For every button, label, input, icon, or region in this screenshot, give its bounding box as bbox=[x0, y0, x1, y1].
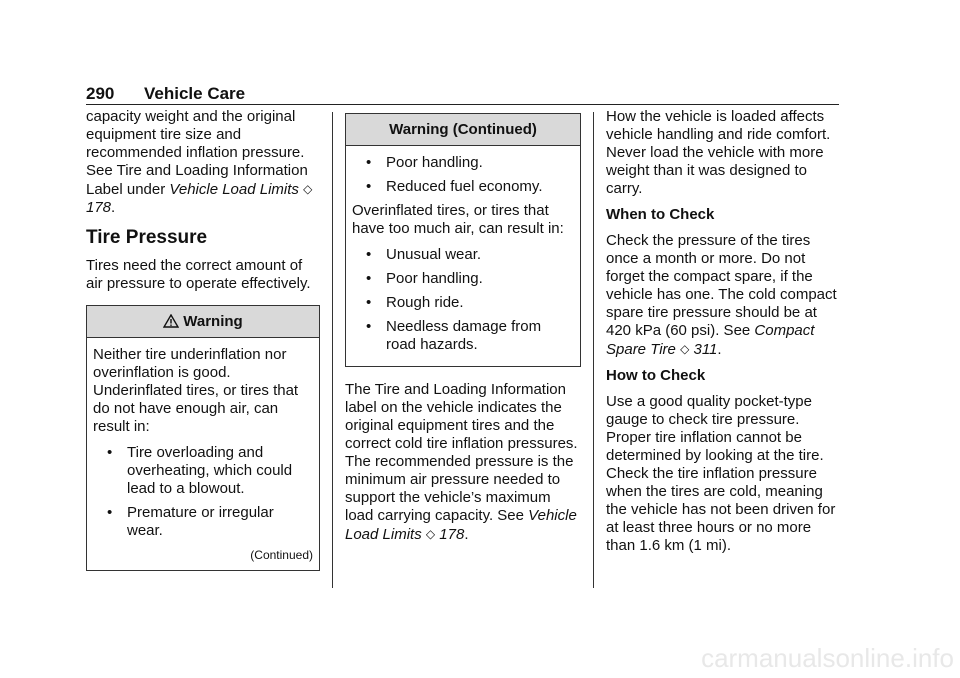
bullet-icon: • bbox=[366, 270, 372, 287]
when-to-check-heading: When to Check bbox=[606, 206, 715, 223]
tire-pressure-paragraph: Tires need the correct amount of air pressure to operate effectively. bbox=[86, 257, 311, 292]
continued-label: (Continued) bbox=[250, 548, 313, 562]
compact-spare-tire-link[interactable]: Compact Spare Tire bbox=[606, 322, 815, 358]
page-ref-number[interactable]: 311 bbox=[693, 341, 718, 358]
list-item: • Reduced fuel economy. bbox=[366, 178, 543, 195]
loading-paragraph: How the vehicle is loaded affects vehicle handling and ride comfort. Never load the vehicle with more weight than it was designed to carry. bbox=[606, 108, 831, 197]
vehicle-load-limits-link[interactable]: Vehicle Load Limits bbox=[169, 181, 299, 198]
warning-continued-box bbox=[345, 113, 581, 367]
tire-pressure-heading: Tire Pressure bbox=[86, 227, 208, 248]
bullet-icon: • bbox=[366, 246, 372, 263]
page-ref-number[interactable]: 178 bbox=[86, 199, 112, 216]
bullet-icon: • bbox=[366, 178, 372, 195]
column-divider bbox=[332, 112, 333, 588]
list-item: • Poor handling. bbox=[366, 154, 483, 171]
warning-title: Warning bbox=[183, 313, 243, 330]
when-to-check-paragraph: Check the pressure of the tires once a month or more. Do not forget the compact spare, if the vehicle has one. The cold compact spare tire pressure should be at 420 kPa (60 psi). See Compact Spare Tire ◇ 311. bbox=[606, 232, 837, 358]
bullet-icon: • bbox=[366, 294, 372, 311]
label-paragraph: The Tire and Loading Information label on the vehicle indicates the original equipment tires and the correct cold tire inflation pressures. The recommended pressure is the minimum air pressure needed to support the vehicle’s maximum load carrying capacity. See Vehicle Load Limits ◇ 178. bbox=[345, 381, 578, 543]
column-3 bbox=[606, 108, 842, 563]
warning-bullets-b bbox=[352, 246, 574, 354]
intro-paragraph: capacity weight and the original equipment tire size and recommended inflation pressure. See Tire and Loading Information Label under Vehicle Load Limits ◇ 178. bbox=[86, 108, 313, 216]
warning-body: Neither tire underinflation nor overinflation is good. Underinflated tires, or tires that do not have enough air, can result in: bbox=[93, 346, 299, 435]
column-2 bbox=[345, 108, 581, 552]
list-item: • Premature or irregular wear. bbox=[107, 504, 274, 539]
list-item: • Tire overloading and overheating, which could lead to a blowout. bbox=[107, 444, 293, 497]
list-item: • Unusual wear. bbox=[366, 246, 482, 263]
watermark: carmanualsonline.info bbox=[701, 643, 954, 673]
warning-header bbox=[87, 306, 319, 338]
warning-box bbox=[86, 305, 320, 571]
column-1 bbox=[86, 108, 320, 571]
page-number: 290 bbox=[86, 84, 115, 103]
warning-body: Overinflated tires, or tires that have too much air, can result in: bbox=[352, 202, 564, 237]
list-item: • Needless damage from road hazards. bbox=[366, 318, 542, 353]
warning-continued-header: Warning (Continued) bbox=[346, 114, 580, 146]
page-ref-icon: ◇ bbox=[303, 182, 313, 196]
page-header bbox=[86, 82, 839, 105]
warning-bullets-a bbox=[352, 154, 574, 196]
vehicle-load-limits-link[interactable]: Vehicle Load Limits bbox=[345, 507, 577, 543]
bullet-icon: • bbox=[366, 154, 372, 171]
list-item: • Rough ride. bbox=[366, 294, 464, 311]
bullet-icon: • bbox=[107, 444, 113, 461]
page-ref-icon: ◇ bbox=[425, 527, 436, 541]
page-ref-icon: ◇ bbox=[680, 342, 690, 356]
page-ref-number[interactable]: 178 bbox=[439, 526, 465, 543]
column-divider bbox=[593, 112, 594, 588]
bullet-icon: • bbox=[366, 318, 372, 335]
bullet-icon: • bbox=[107, 504, 113, 521]
warning-bullets bbox=[93, 444, 313, 540]
how-to-check-heading: How to Check bbox=[606, 367, 706, 384]
warning-triangle-icon bbox=[163, 314, 179, 328]
list-item: • Poor handling. bbox=[366, 270, 483, 287]
section-title: Vehicle Care bbox=[144, 84, 246, 103]
how-to-check-paragraph: Use a good quality pocket-type gauge to check tire pressure. Proper tire inflation cannot be determined by looking at the tire. Check the tire inflation pressure when the tires are cold, meaning the vehicle has not been driven for at least three hours or no more than 1.6 km (1 mi). bbox=[606, 393, 836, 554]
